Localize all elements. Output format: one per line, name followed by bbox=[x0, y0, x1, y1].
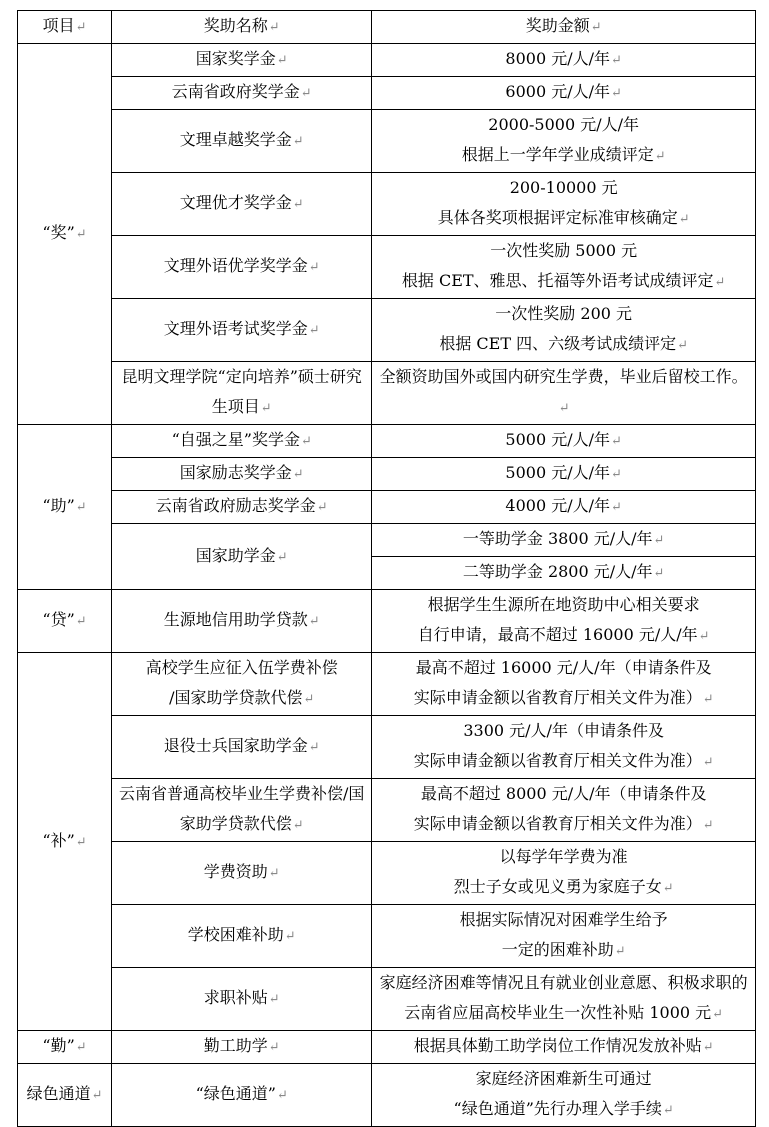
table-row bbox=[18, 236, 756, 299]
return-mark-icon: ↵ bbox=[698, 629, 710, 644]
award-amount-cell: 2000-5000 元/人/年 根据上一学年学业成绩评定↵ bbox=[372, 110, 756, 173]
award-name-cell: 学费资助↵ bbox=[112, 842, 372, 905]
award-name-cell: 云南省政府励志奖学金↵ bbox=[112, 491, 372, 524]
table-row bbox=[18, 173, 756, 236]
award-amount-cell: 最高不超过 16000 元/人/年（申请条件及 实际申请金额以省教育厅相关文件为准）↵ bbox=[372, 653, 756, 716]
category-cell: “助”↵ bbox=[18, 425, 112, 590]
award-amount-cell: 根据具体勤工助学岗位工作情况发放补贴↵ bbox=[372, 1031, 756, 1064]
header-amount: 奖助金额↵ bbox=[372, 11, 756, 44]
table-row bbox=[18, 653, 756, 716]
award-name-cell: 文理外语考试奖学金↵ bbox=[112, 299, 372, 362]
return-mark-icon: ↵ bbox=[268, 866, 280, 881]
return-mark-icon: ↵ bbox=[75, 500, 87, 515]
category-cell: 绿色通道↵ bbox=[18, 1064, 112, 1127]
award-amount-cell: 一次性奖励 5000 元 根据 CET、雅思、托福等外语考试成绩评定↵ bbox=[372, 236, 756, 299]
table-row bbox=[18, 362, 756, 425]
header-category: 项目↵ bbox=[18, 11, 112, 44]
award-amount-cell: 家庭经济困难新生可通过 “绿色通道”先行办理入学手续↵ bbox=[372, 1064, 756, 1127]
award-amount-cell: 根据学生生源所在地资助中心相关要求 自行申请，最高不超过 16000 元/人/年↵ bbox=[372, 590, 756, 653]
table-row bbox=[18, 299, 756, 362]
award-name-cell: “自强之星”奖学金↵ bbox=[112, 425, 372, 458]
return-mark-icon: ↵ bbox=[303, 692, 315, 707]
award-amount-cell: 6000 元/人/年↵ bbox=[372, 77, 756, 110]
category-cell: “奖”↵ bbox=[18, 44, 112, 425]
table-row bbox=[18, 458, 756, 491]
award-amount-cell: 4000 元/人/年↵ bbox=[372, 491, 756, 524]
award-name-cell: 退役士兵国家助学金↵ bbox=[112, 716, 372, 779]
return-mark-icon: ↵ bbox=[292, 134, 304, 149]
return-mark-icon: ↵ bbox=[316, 500, 328, 515]
category-cell: “贷”↵ bbox=[18, 590, 112, 653]
return-mark-icon: ↵ bbox=[611, 53, 622, 68]
return-mark-icon: ↵ bbox=[614, 944, 626, 959]
return-mark-icon: ↵ bbox=[558, 401, 570, 416]
table-row bbox=[18, 905, 756, 968]
return-mark-icon: ↵ bbox=[611, 467, 622, 482]
return-mark-icon: ↵ bbox=[276, 53, 288, 68]
award-amount-cell: 200-10000 元 具体各奖项根据评定标准审核确定↵ bbox=[372, 173, 756, 236]
scholarship-table bbox=[17, 10, 756, 1127]
return-mark-icon: ↵ bbox=[300, 86, 312, 101]
return-mark-icon: ↵ bbox=[308, 323, 320, 338]
award-amount-cell: 8000 元/人/年↵ bbox=[372, 44, 756, 77]
return-mark-icon: ↵ bbox=[662, 1103, 674, 1118]
table-row bbox=[18, 44, 756, 77]
award-name-cell: 文理卓越奖学金↵ bbox=[112, 110, 372, 173]
award-name-cell: 文理优才奖学金↵ bbox=[112, 173, 372, 236]
return-mark-icon: ↵ bbox=[712, 1007, 724, 1022]
return-mark-icon: ↵ bbox=[75, 614, 87, 629]
table-row bbox=[18, 491, 756, 524]
return-mark-icon: ↵ bbox=[75, 1040, 87, 1055]
table-row bbox=[18, 77, 756, 110]
award-name-cell: 国家励志奖学金↵ bbox=[112, 458, 372, 491]
award-name-cell: 云南省政府奖学金↵ bbox=[112, 77, 372, 110]
award-name-cell: 国家助学金↵ bbox=[112, 524, 372, 590]
return-mark-icon: ↵ bbox=[260, 401, 272, 416]
return-mark-icon: ↵ bbox=[75, 227, 87, 242]
return-mark-icon: ↵ bbox=[611, 86, 622, 101]
award-name-cell: 文理外语优学奖学金↵ bbox=[112, 236, 372, 299]
return-mark-icon: ↵ bbox=[611, 500, 622, 515]
return-mark-icon: ↵ bbox=[292, 467, 304, 482]
award-amount-cell: 一次性奖励 200 元 根据 CET 四、六级考试成绩评定↵ bbox=[372, 299, 756, 362]
award-amount-cell: 全额资助国外或国内研究生学费，毕业后留校工作。↵ bbox=[372, 362, 756, 425]
award-name-cell: 求职补贴↵ bbox=[112, 968, 372, 1031]
return-mark-icon: ↵ bbox=[611, 434, 622, 449]
award-amount-cell: 根据实际情况对困难学生给予 一定的困难补助↵ bbox=[372, 905, 756, 968]
table-row bbox=[18, 590, 756, 653]
table-row bbox=[18, 425, 756, 458]
table-row bbox=[18, 842, 756, 905]
return-mark-icon: ↵ bbox=[654, 149, 666, 164]
return-mark-icon: ↵ bbox=[662, 881, 674, 896]
return-mark-icon: ↵ bbox=[268, 1040, 280, 1055]
return-mark-icon: ↵ bbox=[678, 212, 690, 227]
table-body bbox=[18, 44, 756, 1127]
award-name-cell: “绿色通道”↵ bbox=[112, 1064, 372, 1127]
award-amount-cell: 二等助学金 2800 元/人/年↵ bbox=[372, 557, 756, 590]
return-mark-icon: ↵ bbox=[308, 614, 320, 629]
award-amount-cell: 最高不超过 8000 元/人/年（申请条件及 实际申请金额以省教育厅相关文件为准）↵ bbox=[372, 779, 756, 842]
return-mark-icon: ↵ bbox=[75, 834, 87, 850]
award-amount-cell: 3300 元/人/年（申请条件及 实际申请金额以省教育厅相关文件为准）↵ bbox=[372, 716, 756, 779]
header-name: 奖助名称↵ bbox=[112, 11, 372, 44]
table-row bbox=[18, 716, 756, 779]
return-mark-icon: ↵ bbox=[292, 197, 304, 212]
return-mark-icon: ↵ bbox=[653, 566, 665, 581]
return-mark-icon: ↵ bbox=[702, 1040, 714, 1055]
return-mark-icon: ↵ bbox=[677, 338, 688, 353]
return-mark-icon: ↵ bbox=[268, 992, 280, 1007]
table-row bbox=[18, 968, 756, 1031]
award-name-cell: 高校学生应征入伍学费补偿 /国家助学贷款代偿↵ bbox=[112, 653, 372, 716]
award-name-cell: 学校困难补助↵ bbox=[112, 905, 372, 968]
award-name-cell: 国家奖学金↵ bbox=[112, 44, 372, 77]
return-mark-icon: ↵ bbox=[702, 692, 714, 707]
return-mark-icon: ↵ bbox=[276, 549, 288, 565]
category-cell: “补”↵ bbox=[18, 653, 112, 1031]
return-mark-icon: ↵ bbox=[702, 755, 714, 770]
award-amount-cell: 5000 元/人/年↵ bbox=[372, 458, 756, 491]
return-mark-icon: ↵ bbox=[308, 740, 320, 755]
award-amount-cell: 一等助学金 3800 元/人/年↵ bbox=[372, 524, 756, 557]
table-row bbox=[18, 524, 756, 557]
return-mark-icon: ↵ bbox=[276, 1088, 288, 1103]
return-mark-icon: ↵ bbox=[300, 434, 312, 449]
return-mark-icon: ↵ bbox=[284, 929, 296, 944]
return-mark-icon: ↵ bbox=[91, 1088, 103, 1103]
award-name-cell: 云南省普通高校毕业生学费补偿/国家助学贷款代偿↵ bbox=[112, 779, 372, 842]
table-row bbox=[18, 1064, 756, 1127]
table-row bbox=[18, 110, 756, 173]
award-name-cell: 昆明文理学院“定向培养”硕士研究生项目↵ bbox=[112, 362, 372, 425]
award-amount-cell: 家庭经济困难等情况且有就业创业意愿、积极求职的云南省应届高校毕业生一次性补贴 1000 元↵ bbox=[372, 968, 756, 1031]
award-name-cell: 生源地信用助学贷款↵ bbox=[112, 590, 372, 653]
category-cell: “勤”↵ bbox=[18, 1031, 112, 1064]
return-mark-icon: ↵ bbox=[653, 533, 665, 548]
header-row bbox=[18, 11, 756, 44]
award-amount-cell: 以每学年学费为准 烈士子女或见义勇为家庭子女↵ bbox=[372, 842, 756, 905]
return-mark-icon: ↵ bbox=[702, 818, 714, 833]
award-amount-cell: 5000 元/人/年↵ bbox=[372, 425, 756, 458]
table-row bbox=[18, 1031, 756, 1064]
return-mark-icon: ↵ bbox=[308, 260, 320, 275]
return-mark-icon: ↵ bbox=[714, 275, 726, 290]
award-name-cell: 勤工助学↵ bbox=[112, 1031, 372, 1064]
return-mark-icon: ↵ bbox=[292, 818, 304, 833]
table-row bbox=[18, 779, 756, 842]
